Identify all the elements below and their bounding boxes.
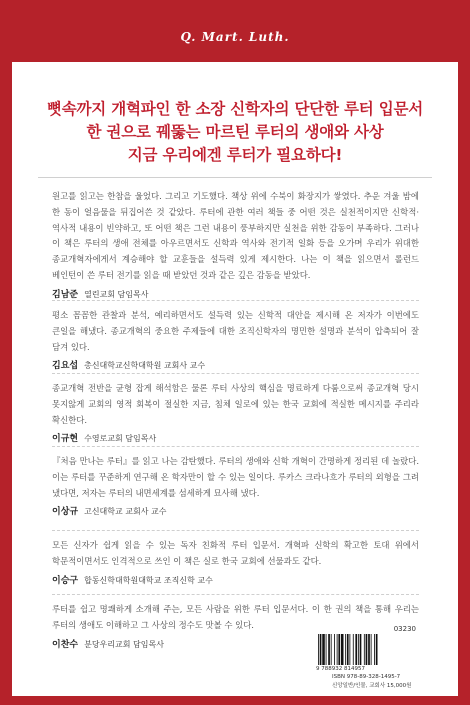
divider — [52, 446, 419, 447]
endorser-title: 열린교회 담임목사 — [84, 289, 149, 299]
endorser-title: 분당우리교회 담임목사 — [84, 639, 164, 649]
endorser — [52, 504, 419, 517]
endorser-name: 김요섭 — [52, 361, 79, 372]
divider — [52, 373, 419, 374]
endorser-name: 이찬수 — [52, 639, 79, 650]
endorser-name: 이규현 — [52, 434, 79, 445]
headline-line-1: 뼛속까지 개혁파인 한 소장 신학자의 단단한 루터 입문서 — [46, 100, 424, 118]
barcode-block — [316, 625, 416, 691]
barcode-digits: 9 788932 814957 — [316, 666, 365, 672]
endorsement-text: 루터를 쉽고 명쾌하게 소개해 주는, 모든 사람을 위한 루터 입문서다. 이 한 권의 책을 통해 우리는 루터의 생애도 이해하고 그 사상의 정수도 맛볼 수 있다. — [52, 604, 419, 630]
endorsement-4 — [52, 454, 419, 517]
endorsement-text: 종교개혁 전반을 균형 잡게 해석함은 물론 루터 사상의 핵심을 명료하게 다룸으로써 종교개혁 당시 못지않게 교회의 영적 회복이 절실한 지금, 침체 일로에 있는 한국 교회에 적실한 메시지를 주리라 확신한다. — [52, 383, 419, 425]
headline — [38, 98, 432, 167]
endorser-name: 이승구 — [52, 575, 79, 586]
endorsement-5 — [52, 538, 419, 586]
endorsement-1 — [52, 189, 419, 300]
isbn-text: ISBN 978-89-328-1495-7 — [332, 674, 401, 680]
endorsement-text: 모든 신자가 쉽게 읽을 수 있는 독자 친화적 루터 입문서. 개혁파 신학의 확고한 토대 위에서 학문적이면서도 인격적으로 쓰인 이 책은 실로 한국 교회에 선물과도 같다. — [52, 540, 419, 566]
divider — [52, 300, 419, 301]
category-price: 신앙일반/인물, 교회사 15,000원 — [332, 683, 412, 689]
endorsement-3 — [52, 381, 419, 444]
endorser — [52, 287, 419, 300]
endorser — [52, 431, 419, 444]
endorser-name: 이상규 — [52, 507, 79, 518]
endorser — [52, 358, 419, 371]
headline-line-3: 지금 우리에겐 루터가 필요하다! — [127, 146, 343, 164]
divider — [52, 594, 419, 595]
endorser-name: 김남준 — [52, 289, 79, 300]
endorser-title: 고신대학교 교회사 교수 — [84, 507, 167, 517]
endorser-title: 총신대학교신학대학원 교회사 교수 — [84, 361, 206, 371]
barcode-addon: 03230 — [393, 625, 416, 633]
barcode-icon — [316, 634, 416, 665]
divider — [52, 530, 419, 531]
endorsement-2 — [52, 308, 419, 371]
endorser-title: 수영로교회 담임목사 — [84, 434, 157, 444]
endorsement-text: 원고를 읽고는 한참을 울었다. 그리고 기도했다. 책상 위에 수북이 화장지가 쌓였다. 추운 겨울 밤에 한 동이 얼음물을 뒤집어쓴 것 같았다. 루터에 관한 여러 책들 중 어떤 것은 실천적이지만 신학적·역사적 내용이 빈약하고, 또 어떤 책은 그런 내용이 풍부하지만 실천을 위한 감동이 부족하다. 그러나 이 책은 루터의 생애 전체를 아우르면서도 신학과 역사와 전기적 일화 등을 오가며 우리가 위대한 종교개혁자에게서 계승해야 할 교훈들을 설득력 있게 제시한다. 나는 이 책을 읽으면서 롤런드 베인턴이 쓴 루터 전기를 읽을 때 받았던 것과 같은 깊은 감동을 받았다. — [52, 191, 419, 280]
headline-divider — [38, 177, 432, 178]
endorser-title: 합동신학대학원대학교 조직신학 교수 — [84, 575, 213, 585]
headline-line-2: 한 권으로 꿰뚫는 마르틴 루터의 생애와 사상 — [86, 123, 384, 141]
endorsement-text: 『처음 만나는 루터』를 읽고 나는 감탄했다. 루터의 생애와 신학 개혁이 간명하게 정리된 데 놀랐다. 이는 루터를 꾸준하게 연구해 온 학자만이 할 수 있는 일이다. 루카스 크라나흐가 루터의 외형을 그려 냈다면, 저자는 루터의 내면세계를 섬세하게 묘사해 냈다. — [52, 456, 419, 498]
bottom-red-strip — [0, 696, 470, 705]
brand-logo: Q. Mart. Luth. — [180, 30, 290, 44]
endorsement-text: 평소 꼼꼼한 관찰과 분석, 예리하면서도 설득력 있는 신학적 대안을 제시해 온 저자가 이번에도 큰일을 해냈다. 종교개혁의 중요한 주제들에 대한 조직신학자의 명민한 설명과 분석이 압축되어 잘 담겨 있다. — [52, 310, 419, 352]
endorser — [52, 573, 419, 586]
